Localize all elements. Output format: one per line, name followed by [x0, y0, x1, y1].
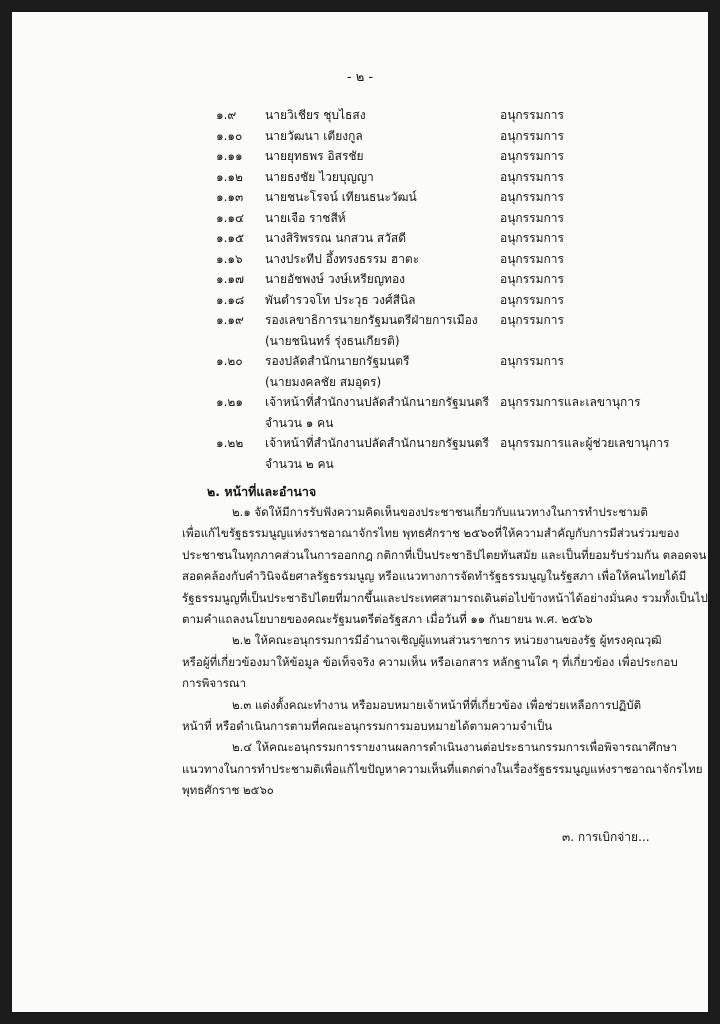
member-name-detail: (นายมงคลชัย สมอุดร): [265, 374, 382, 389]
member-role: อนุกรรมการ: [500, 128, 564, 143]
member-role: อนุกรรมการ: [500, 169, 564, 184]
duty-paragraph: [182, 630, 678, 694]
member-role: อนุกรรมการ: [500, 149, 564, 163]
member-name: นายวิเชียร ชุบไธสง: [265, 108, 366, 122]
member-name: นายธงชัย ไวยบุญญา: [265, 169, 374, 184]
member-row: [216, 126, 636, 147]
member-name-block: [265, 126, 500, 147]
duty-line: ประชาชนในทุกภาคส่วนในการออกกฎ กติกาที่เป็นประชาธิปไตยทันสมัย และเป็นที่ยอมรับร่วมกัน ตลอดจน: [182, 547, 707, 562]
member-list: [216, 105, 670, 474]
member-name: นายยุทธพร อิสรชัย: [265, 149, 364, 163]
member-number: ๑.๑๒: [216, 169, 243, 184]
member-number: ๑.๙: [216, 108, 237, 122]
member-number: ๑.๒๐: [216, 354, 243, 368]
duty-line: สอดคล้องกับคำวินิจฉัยศาลรัฐธรรมนูญ หรือแนวทางการจัดทำรัฐธรรมนูญในรัฐสภา เพื่อให้คนไทยได้มี: [182, 569, 687, 584]
member-row: [216, 433, 670, 474]
member-role: อนุกรรมการ: [500, 231, 564, 245]
section-2-heading: ๒. หน้าที่และอำนาจ: [207, 484, 317, 499]
member-name-block: [265, 105, 500, 126]
member-row: [216, 269, 636, 290]
member-number: ๑.๑๓: [216, 190, 244, 204]
member-name: เจ้าหน้าที่สำนักงานปลัดสำนักนายกรัฐมนตรี: [265, 436, 489, 450]
duty-first-line: ๒.๓ แต่งตั้งคณะทำงาน หรือมอบหมายเจ้าหน้าที่ที่เกี่ยวข้อง เพื่อช่วยเหลือการปฏิบัติ: [232, 697, 642, 712]
member-row: [216, 146, 636, 167]
page-number: - ๒ -: [346, 70, 374, 85]
member-name: รองเลขาธิการนายกรัฐมนตรีฝ่ายการเมือง: [265, 313, 478, 327]
member-number: ๑.๑๔: [216, 210, 245, 225]
member-row: [216, 187, 636, 208]
member-row: [216, 105, 636, 126]
duties-section: [182, 502, 708, 802]
member-role: อนุกรรมการ: [500, 210, 564, 225]
document-page: [12, 12, 708, 1012]
member-number: ๑.๑๕: [216, 231, 245, 245]
member-name-block: [265, 392, 500, 433]
member-number: ๑.๑๐: [216, 128, 243, 143]
member-row: [216, 351, 636, 392]
member-role: อนุกรรมการ: [500, 251, 564, 266]
member-row: [216, 249, 636, 270]
member-role: อนุกรรมการ: [500, 190, 564, 204]
duty-first-line: ๒.๔ ให้คณะอนุกรรมการรายงานผลการดำเนินงานต่อประธานกรรมการเพื่อพิจารณาศึกษา: [232, 740, 678, 755]
member-name: รองปลัดสำนักนายกรัฐมนตรี: [265, 354, 410, 368]
member-name-block: [265, 187, 500, 208]
duty-line: พุทธศักราช ๒๕๖๐: [182, 783, 274, 798]
duty-first-line: ๒.๒ ให้คณะอนุกรรมการมีอำนาจเชิญผู้แทนส่วนราชการ หน่วยงานของรัฐ ผู้ทรงคุณวุฒิ: [232, 633, 662, 648]
member-number: ๑.๒๑: [216, 395, 243, 409]
duty-line: หรือผู้ที่เกี่ยวข้องมาให้ข้อมูล ข้อเท็จจริง ความเห็น หรือเอกสาร หลักฐานใด ๆ ที่เกี่ยวข้อง เพื่อประกอบ: [182, 654, 678, 669]
member-name-block: [265, 167, 500, 188]
member-number: ๑.๑๖: [216, 251, 243, 266]
member-name-block: [265, 351, 500, 392]
member-name-detail: จำนวน ๑ คน: [265, 415, 334, 430]
member-name: นายเจือ ราชสีห์: [265, 210, 346, 225]
duty-paragraph: [182, 737, 703, 801]
duty-first-line: ๒.๑ จัดให้มีการรับฟังความคิดเห็นของประชาชนเกี่ยวกับแนวทางในการทำประชามติ: [232, 505, 648, 519]
member-number: ๑.๒๒: [216, 436, 244, 450]
continuation-text: ๓. การเบิกจ่าย...: [562, 830, 650, 844]
member-name-block: [265, 433, 500, 474]
member-row: [216, 167, 636, 188]
member-role: อนุกรรมการ: [500, 354, 564, 368]
member-row: [216, 392, 641, 433]
member-role: อนุกรรมการ: [500, 313, 564, 327]
member-row: [216, 228, 636, 249]
member-row: [216, 208, 636, 229]
duty-line: เพื่อแก้ไขรัฐธรรมนูญแห่งราชอาณาจักรไทย พุทธศักราช ๒๕๖๐ที่ให้ความสำคัญกับการมีส่วนร่วมของ: [182, 526, 680, 541]
member-name-block: [265, 228, 500, 249]
member-role: อนุกรรมการและเลขานุการ: [500, 395, 641, 409]
member-name: นางประทีป อึ้งทรงธรรม ฮาตะ: [265, 251, 420, 266]
member-name-block: [265, 249, 500, 270]
member-role: อนุกรรมการและผู้ช่วยเลขานุการ: [500, 436, 670, 450]
member-name: เจ้าหน้าที่สำนักงานปลัดสำนักนายกรัฐมนตรี: [265, 395, 489, 409]
member-name: นายอัชพงษ์ วงษ์เหรียญทอง: [265, 272, 406, 286]
member-role: อนุกรรมการ: [500, 272, 564, 286]
member-number: ๑.๑๙: [216, 313, 244, 327]
duty-line: รัฐธรรมนูญที่เป็นประชาธิปไตยที่มากขึ้นและประเทศสามารถเดินต่อไปข้างหน้าได้อย่างมั่นคง รวมทั้งเป็นไป: [182, 590, 708, 605]
duty-line: หน้าที่ หรือดำเนินการตามที่คณะอนุกรรมการมอบหมายได้ตามความจำเป็น: [182, 719, 553, 734]
duty-line: ตามคำแถลงนโยบายของคณะรัฐมนตรีต่อรัฐสภา เมื่อวันที่ ๑๑ กันยายน พ.ศ. ๒๕๖๖: [182, 612, 593, 627]
duty-line: แนวทางในการทำประชามติเพื่อแก้ไขปัญหาความเห็นที่แตกต่างในเรื่องรัฐธรรมนูญแห่งราชอาณาจักรไทย: [182, 761, 703, 776]
member-name: พันตำรวจโท ประวุธ วงศ์สีนิล: [265, 292, 416, 307]
member-name-block: [265, 310, 500, 351]
duty-paragraph: [182, 502, 708, 630]
member-name-detail: (นายชนินทร์ รุ่งธนเกียรติ): [265, 333, 400, 348]
member-number: ๑.๑๑: [216, 149, 243, 163]
member-name-block: [265, 208, 500, 229]
member-name-block: [265, 269, 500, 290]
member-name: นายวัฒนา เตียงกูล: [265, 128, 363, 143]
member-row: [216, 290, 636, 311]
member-name: นายชนะโรจน์ เทียนธนะวัฒน์: [265, 190, 417, 204]
member-role: อนุกรรมการ: [500, 292, 564, 307]
member-role: อนุกรรมการ: [500, 108, 564, 122]
member-number: ๑.๑๗: [216, 272, 245, 286]
member-number: ๑.๑๘: [216, 292, 245, 307]
member-name: นางสิริพรรณ นกสวน สวัสดี: [265, 231, 407, 245]
duty-paragraph: [182, 695, 644, 738]
member-name-block: [265, 290, 500, 311]
member-row: [216, 310, 636, 351]
member-name-block: [265, 146, 500, 167]
member-name-detail: จำนวน ๒ คน: [265, 456, 334, 471]
duty-line: การพิจารณา: [182, 676, 247, 691]
